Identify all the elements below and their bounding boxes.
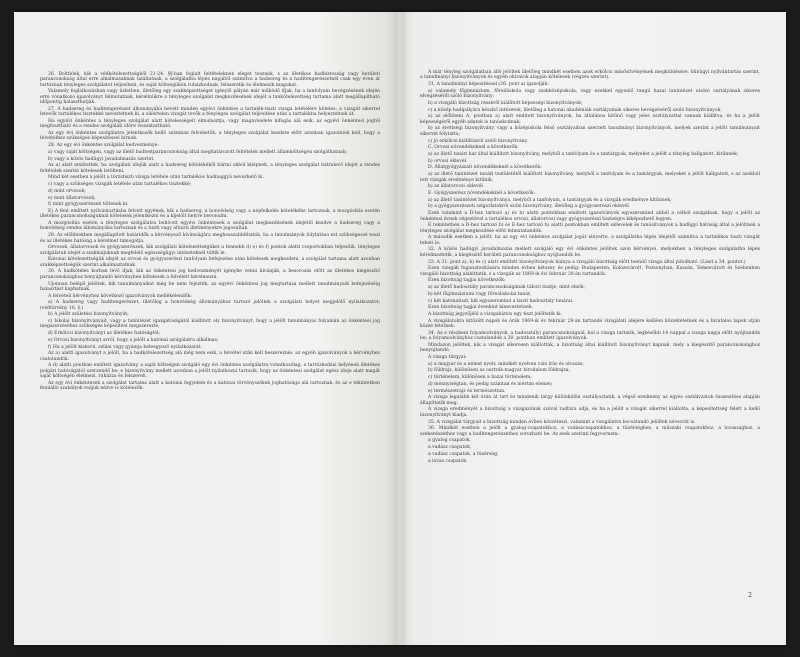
paragraph: A mozgósítás esetén a tényleges szolgálatra behívott egyévi önkéntesek a szolgálat megkezdésének idejétől kezdve a hadsereg vagy a honvédség rendes állományába tartoznak és a tiszti vagy altiszti illetményekre jogosultak. — [40, 221, 380, 232]
paragraph: b) földrajz, különösen az osztrák-magyar birodalom földrajza; — [428, 368, 571, 374]
paragraph: A már tényleg szolgálatban álló jelöltek illetőleg mindkét esetben azok erkölcsi minősítvényének megküldésére, bűnügyi nyilvántartás szerint, a tanulmányi bizonyítványok és egyéb okiratok alapján kötelesek (végzés szerint). — [420, 70, 760, 81]
right-page — [398, 12, 786, 645]
paragraph: a lovas csapatok. — [428, 458, 468, 464]
paragraph: f) mint gyógyszerészek töltenek ki. — [48, 202, 129, 208]
paragraph: Mind két esetben a jelölt a törzstiszti vizsga letétele után tartalékos hadnaggyá nevezhető ki. — [48, 175, 264, 181]
paragraph: Az a) alatt említettek, ha szolgálati idejük alatt a hadsereg kötelékéből bármi okból kilépnek, a tényleges szolgálat hátralevő idejét a rendes feltételek szerint kötelesek letölteni. — [40, 163, 380, 174]
paragraph: c) vagy a szükséges vizsgák letétele után tartalékos tisztekké; — [48, 182, 192, 188]
paragraph: a) az illető tanári kar által kiállított bizonyítvány, melyből a tanfolyam és a tantárgyak, melyeket a jelölt a tényleg hallgatott, kitűnnek; — [428, 151, 739, 157]
page-number: 2 — [748, 592, 752, 599]
paragraph: b) orvosi oklevél. — [428, 158, 468, 164]
paragraph: a) valamely főgimnázium, főreáliskola vagy szakközépiskola, vagy ezekkel egyenlő rangú hazai tanintézet utolsó osztályának sikeres elvégzéséről szóló bizonyítvány; — [420, 88, 760, 100]
paragraph: Az egy évi önkéntes szolgálatra jelentkezők kellő számban felvehetők, a tényleges szolgálat kezdete előtt azonban igazolniok kell, hogy a felvételhez szükséges képesítéssel bírnak. — [40, 131, 380, 142]
paragraph: A vizsgálatokra kitűzött napok és órák 1869-ik év február 28-án tartandó vizsgálati idejére kellően közzétételnek és a hivatalos lapok utján közzé tétetnek. — [420, 318, 760, 330]
paragraph: E tekintetben a D-hez tartozó b) és E-hez tartozó b) alatti pontokban említett oklevelek és tanúsítványok a hadügyi hatóság által a jelöltnek a tényleges szolgálat megkezdése előtt felmutatandók. — [420, 223, 760, 234]
paragraph: d) mennyiségtan, és pedig számtan és mértan elemei; — [428, 381, 553, 387]
paragraph: d) Erkölcsi bizonyítványt az illetékes hatóságtól; — [48, 331, 160, 337]
paragraph: A vizsga legalább két órán át tart és mindenik tárgy különkülön osztályoztatik, a végső eredmény az egyes osztályzatok összesítése alapján állapíttatik meg. — [420, 395, 760, 406]
paragraph: Az a) alatti igazolványt a jelölt, ha a hadkötelezettség alá még nem esik, a felvétel után kell beszereznie; az egyéb igazolványok a kérvényhez csatolandók. — [40, 351, 380, 362]
paragraph: c) történelem, különösen a hazai történelem; — [428, 375, 532, 381]
paragraph: A második esetben a jelölt, ha az egy évi önkéntes szolgálat jogát elnyerte, a szolgálatba lépés idejétől számítva a tartalékos tiszti vizsgát teheti le. — [420, 235, 760, 246]
paragraph: D. Állatgyógyászati növendékeknél a következők: — [428, 165, 542, 171]
paragraph: 32. A közös hadügyi javadalmazás mellett szolgáló egy évi önkéntes jelöltek azon kérvényei, melyekben a tényleges szolgálatba lépés kérelmeztetik, a kiegészítő kerületi parancsnoksághoz nyújtandók be. — [420, 247, 760, 258]
paragraph: a) az illető hadosztály parancsnokságának tábori tisztje, mint elnök, — [428, 285, 586, 291]
paragraph: 27. A hadsereg és haditengerészet állományába bevett minden egyévi önkéntes a tartalék-tiszti vizsga letételére köteles; a vizsgát sikerrel letevők tartalékos tisztekké neveztetnek ki, a sikertelen vizsgát tevők a tényleges szolgálat teljesítése után a tartalékba helyeztetnek át. — [40, 106, 380, 118]
paragraph: Mindazon jelöltek, kik a vizsgát sikeresen kiállották, a bizottság által kiállított bizonyítványt kapnak, mely a kiegészítő parancsnoksághoz benyújtandó. — [420, 342, 760, 354]
paragraph: c) két katonatiszt, kik egyszersmind a tiszti hadosztály tanárai. — [428, 298, 574, 304]
paragraph: Ezen bizottság tagjai évenkint kineveztetnek. — [428, 305, 533, 311]
paragraph: b) a gyógyszerészeti szigorlatokról szóló bizonyítvány, illetőleg a gyógyszerészi oklevél. — [428, 204, 631, 210]
paragraph: e) Orvosi bizonyítványt arról, hogy a jelölt a katonai szolgálatra alkalmas; — [48, 337, 219, 343]
paragraph: 36. Mindkét esetben a jelölt a gyalog-csapatokhoz, a vadászcsapatokhoz, a tüzérséghez, a műszaki csapatokhoz, a lovassághoz, a szekerészethez vagy a haditengerészethez sorozható be. Az ezek szerinti fegyvernem: — [420, 426, 760, 437]
paragraph: d) mint orvosok; — [48, 188, 86, 194]
left-page-text — [40, 72, 380, 392]
paragraph: b) A jelölt születési bizonyítványát; — [48, 312, 129, 318]
left-page — [14, 12, 398, 645]
paragraph: 26. Boltfelek, kik a védkötelezettségből 21-24. §§-ban foglalt feltételeknek eleget tesznek, s az illetékes hadbiztosság vagy kerületi parancsnokság által erre alkalmasaknak találtatnak, a szolgálatba lépés napjától számítva a hadsereg és a haditengerészetnél csak egy éven át tartoznak tényleges szolgálatot teljesíteni, és saját költségükön ruházkodnak, felszerelik és élelmezik magukat. — [40, 72, 380, 88]
right-page-text — [420, 70, 760, 464]
paragraph: 28. Az egy évi önkéntes szolgálat kedvezménye: — [48, 143, 159, 149]
paragraph: a) az illető tanintézet tanári testületétől kiállított bizonyítvány, melyből a tanfolyam és a tantárgyak, melyeket a jelölt hallgatott, s az azokból tett vizsgák eredménye kitűnik; — [420, 172, 760, 183]
document-spread — [14, 12, 786, 645]
paragraph: a) vagy saját költségen, vagy az illető hadtestparancsnokság által meghatározott feltételek mellett államköltségen szolgálhatnak; — [48, 149, 348, 155]
paragraph: E) A fent említett nyilvántartásba felvett egyének, kik a hadsereg, a honvédség vagy a népfelkelés kötelékébe tartoznak, a mozgósítás esetén illetékes parancsnokságuknál kötelesek jelentkezni és a kijelölt helyre bevonulni. — [40, 209, 380, 220]
paragraph: 34. Az e részbeni folyamodványok, a hadosztályi parancsnokságnál, hol a vizsga tartatik, legkésőbb 14 nappal a vizsga napja előtt nyújtandók be; a folyamodványhoz csatolandók a 30. pontban említett igazolványok. — [420, 330, 760, 342]
page-crease — [398, 12, 408, 645]
paragraph: e) természetrajz és természettan. — [428, 388, 506, 394]
paragraph: A d) alatti pontban említett igazolvány, a saját költségen szolgáló egy évi önkéntes szolgálatra vonatkozólag, a tartózkodási helyének illetékes polgári hatóságától szerzendő be; e bizonyítvány mellett azonban a jelölt nyilatkozni tartozik, hogy az önkéntesi szolgálat egész ideje alatt magát saját költségén élelmezi, ruházza és felszereli. — [40, 363, 380, 380]
paragraph: 30. A hadköteles korban lévő ifjak, kik az önkéntesi jog kedvezményét igénybe venni kívánják, a besorozás előtt az illetékes kiegészítő parancsnoksághoz benyújtandó kérvényben kötelesek a felvételt kérelmezni. — [40, 269, 380, 280]
paragraph: A bizottság jegyzőjéül a vizsgabiztos egy tiszt jelöltetik ki. — [428, 312, 562, 317]
paragraph: Ezen bizottság tagjai következők: — [428, 278, 506, 284]
paragraph: a vadász csapatok, a tüzérség, — [428, 451, 499, 457]
paragraph: A felvételi kérvényhez következő igazolványok mellékelendők: — [48, 293, 192, 299]
paragraph: f) Ha a jelölt kiskorú, szülei vagy gyámja beleegyező nyilatkozatát. — [48, 344, 202, 350]
paragraph: Ezek valamint a D-hez tartozó a) és b) alatti pontokban említett igazolványok egyszersmind abból a célból szolgálnak, hogy a jelölt az önkéntesi évnek végeztével a tartalékos orvosi, állatorvosi vagy gyógyszerészi tisztségre kiképezhető legyen. — [420, 211, 760, 222]
paragraph: Ujonnan belépő jelöltek, kik tanulmányaikat még be nem fejezték, az egyévi önkéntesi jog megtartása mellett tanulmányaik befejezéséig halasztást kaphatnak. — [40, 281, 380, 292]
paragraph: 31. A tanulmányi képesítéssel (26. pont a) igazolják: — [428, 82, 549, 88]
paragraph: Ezen vizsgák foganatosítására minden évben kétszer, és pedig: Budapesten, Kolozsvárott, Pozsonyban, Kassán, Temesvárott és Szebenben vizsgáló bizottság alakíttatik, s a vizsgák az 1869-ik évi február 28-án tartandók. — [420, 266, 760, 277]
paragraph: a gyalog csapatok, — [428, 438, 471, 444]
paragraph: A vizsga eredményét a bizottság a vizsgázónak szóval tudtára adja, és ha a jelölt a vizsgát sikerrel kiállotta, a képesítettség felett a kellő bizonyítványt kiadja. — [420, 407, 760, 418]
paragraph: E. Gyógyszerész növendékeknél a következők: — [428, 191, 536, 196]
paragraph: c) Iskolai bizonyítványait, vagy a tanintézet igazgatóságától kiállított oly bizonyítványt, hogy a jelölt tanulmányai folyamán az önkéntesi jog megszerzéséhez szükséges képesítést megszerezte; — [40, 319, 380, 330]
paragraph: b) a vizsgáló bizottság részéről kiállított képességi bizonyítványok; — [428, 100, 583, 106]
paragraph: a) az illető tanintézet bizonyítványa, melyből a tanfolyam, a tantárgyak és a vizsgák eredménye kitűnnek; — [428, 197, 672, 203]
paragraph: e) mint állatorvosok; — [48, 195, 96, 201]
paragraph: 35. A vizsgálat tárgyait a bizottság minden évben közzéteszi, valamint a vizsgálatra bocsátandó jelöltek névsorát is. — [428, 419, 696, 425]
paragraph: C. Orvosi növendékeknél a következők: — [428, 145, 519, 151]
paragraph: c) jó erkölcsi kiállításról szóló bizonyítvány. — [428, 138, 529, 144]
paragraph: 33. A 31. pont a), b) és c) alatt említett bizonyítványok hiánya a vizsgáló bizottság előtt teendő vizsga által pótolható. (Lásd a 34. pontot.) — [428, 259, 746, 265]
paragraph: c) a közép hadipályára készítő intézetek, illetőleg a katonai akadémiák osztályainak sikeres bevégzéséről szóló bizonyítványok. — [428, 107, 722, 113]
paragraph: Ha egyévi önkéntes a tényleges szolgálat alatt kötelességeit elmulasztja, vagy magaviselete kifogás alá esik, az egyévi önkéntesi jogtól megfosztható és a rendes szolgálati időre visszatartható. — [40, 118, 380, 130]
paragraph: 29. Az előbbiekben megállapított határidők a kérvényező kívánságára meghosszabbíthatók, ha a tanulmányok folytatása ezt szükségessé teszi és az illetékes hatóság a kérelmet támogatja. — [40, 233, 380, 244]
paragraph: Orvosok, állatorvosok és gyógyszerészek, kik szolgálati kötelezettségüket a fennebb d) e) és f) pontok alatti csoportokban teljesítik, tényleges szolgálatuk idejét a szakmájuknak megfelelő egészségügyi intézeteknél töltik le. — [40, 245, 380, 256]
paragraph: a) A hadsereg vagy haditengerészet, illetőleg a honvédség állományához tartozó jelöltek a szolgálati helyet megjelölő nyilatkozatot; (védtörvény 16. §.) — [40, 300, 380, 311]
paragraph: a) a magyar és a német nyelv, mindkét nyelven való írás és olvasás; — [428, 361, 584, 367]
paragraph: a) az előbbeni A. pontban a) alatt említett bizonyítványok, ha általános kitűnő vagy jeles osztályzattal vannak kiállítva, és ha a jelölt képességéről egyéb adatok is tanúskodnak; — [420, 114, 760, 125]
paragraph: b) az érettségi bizonyítvány, vagy a középiskola felső osztályaiban szerzett tanulmányi bizonyítványok, melyek szerint a jelölt tanulmányait sikerrel folytatta; — [420, 126, 760, 137]
paragraph: b) az állatorvosi oklevél. — [428, 184, 485, 190]
paragraph: Valamely foglalkozásban vagy üzletben, illetőleg egy szakképzettséget igénylő pályán már működő ifjak, ha a tanfolyam bevégzésének idején erre vonatkozó igazolványt felmutatnak, kérelmükre a tényleges szolgálat megkezdésének idejét a tankötelezettség tartama alatt megállapítható időpontig halaszthatják. — [40, 89, 380, 106]
paragraph: Az egy évi önkéntesek a szolgálat tartama alatt a katonai fegyelem és a katonai törvényszékek joghatósága alá tartoznak, és az e tekintetben fennálló szabályok reájuk nézve is kötelezők. — [40, 380, 380, 392]
paragraph: a vadász csapatok, — [428, 445, 472, 451]
paragraph: b) két főgimnáziumi vagy főreáliskolai tanár, — [428, 291, 532, 297]
paragraph: b) vagy a közös hadügyi javadalmazás szerint. — [48, 156, 155, 162]
paragraph: A vizsga tárgyai: — [428, 354, 467, 360]
paragraph: Katonai kötelezettségük idejét az orvosi és gyógyszerészi tanfolyam befejezése után kötelesek megkezdeni, a szolgálat tartama alatt azonban szakképzettségük szerint alkalmaztatnak. — [40, 257, 380, 268]
